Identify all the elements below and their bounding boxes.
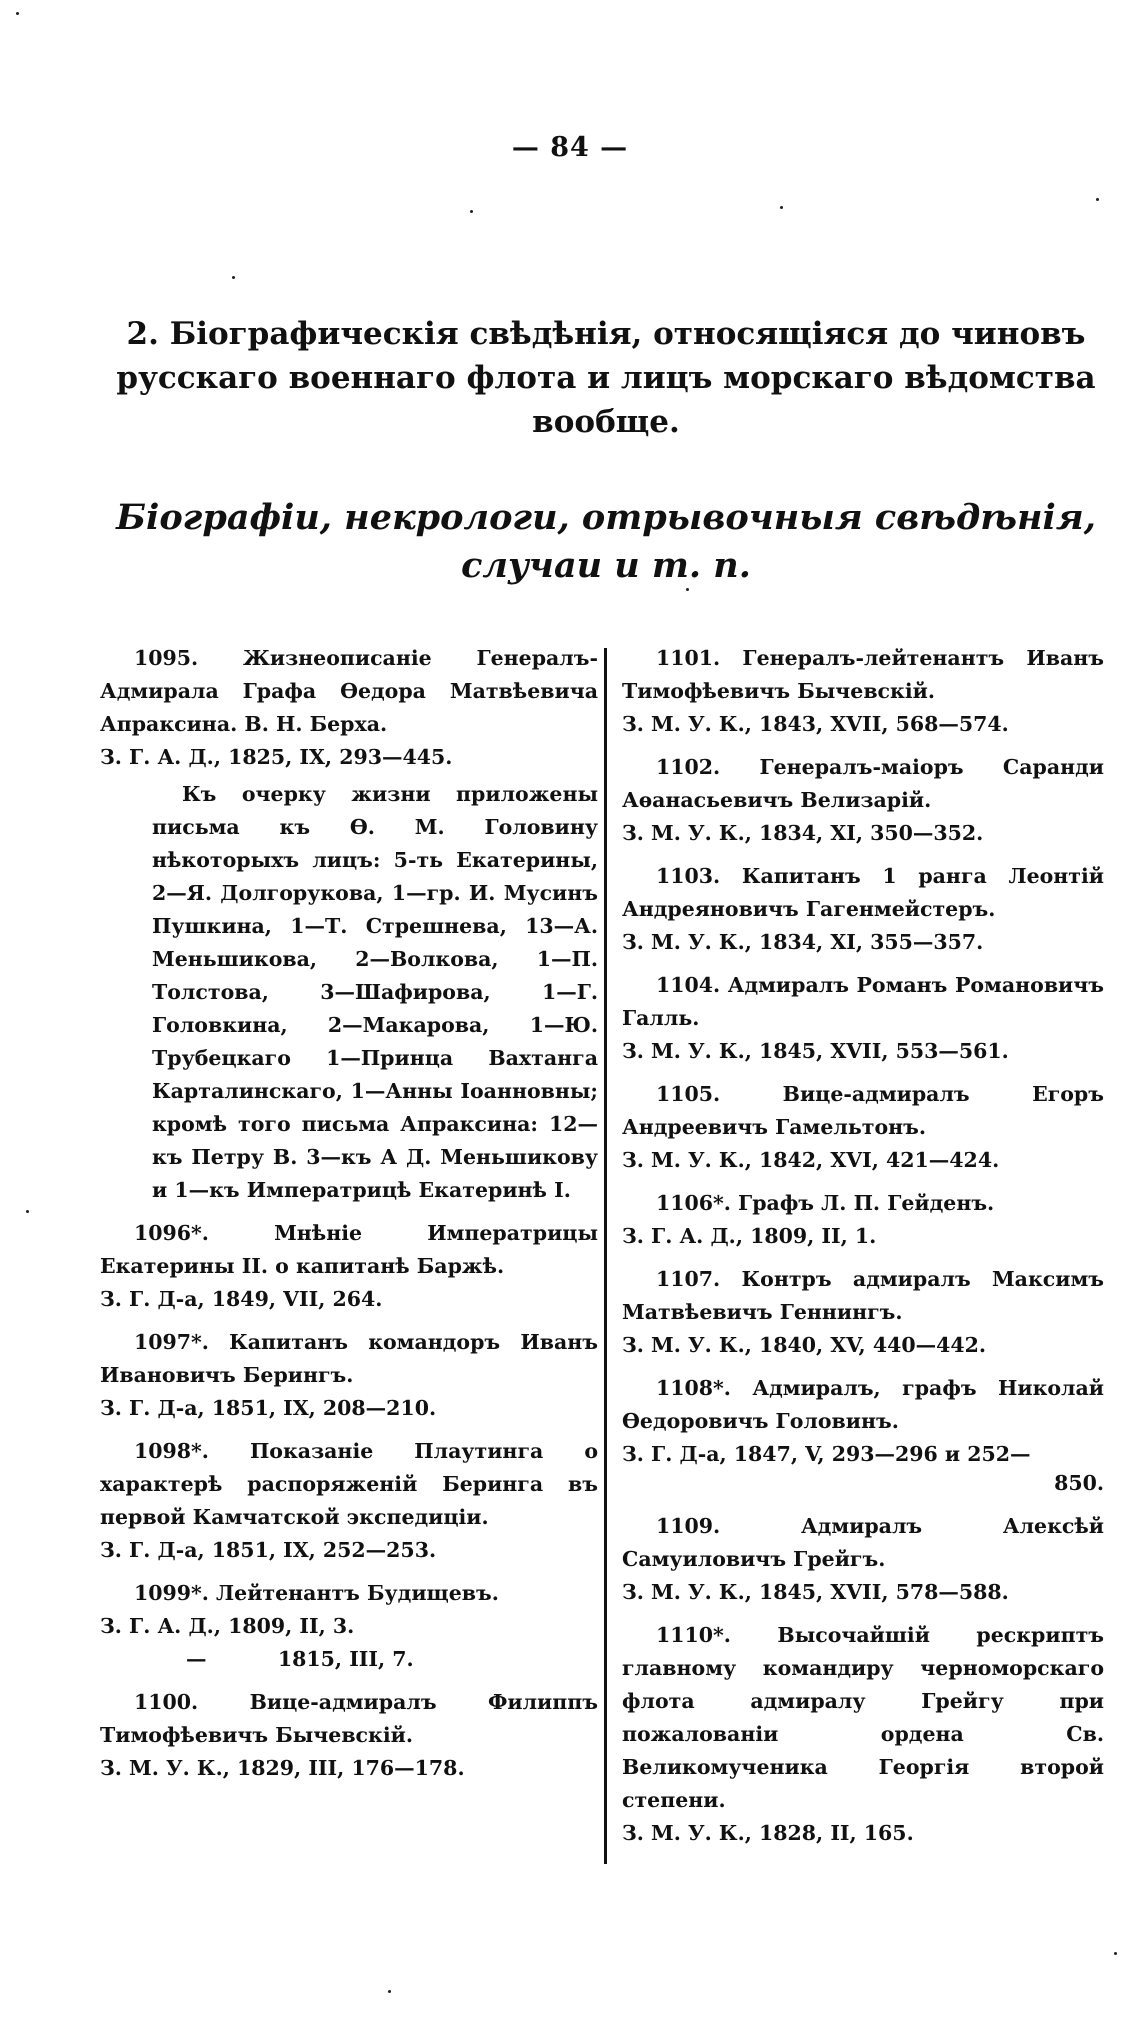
entry-1102 — [622, 751, 1104, 850]
entry-ref-continuation: 850. — [1054, 1471, 1104, 1495]
left-column — [100, 642, 598, 1795]
entry-1100 — [100, 1686, 598, 1785]
entry-ref: З. М. У. К., 1845, XVII, 578—588. — [622, 1580, 1009, 1604]
entry-1110 — [622, 1619, 1104, 1850]
scan-speck — [470, 210, 473, 213]
entry-title: 1100. Вице-адмиралъ Филиппъ Тимофѣевичъ Бычевскій. — [100, 1690, 598, 1747]
entry-title: 1106*. Графъ Л. П. Гейденъ. — [656, 1191, 995, 1215]
entry-ref: З. Г. Д-а, 1851, IX, 252—253. — [100, 1538, 437, 1562]
entry-title: 1101. Генералъ-лейтенантъ Иванъ Тимофѣевичъ Бычевскій. — [622, 646, 1104, 703]
entry-1095 — [100, 642, 598, 1207]
scan-speck — [388, 1990, 391, 1993]
entry-title: 1097*. Капитанъ командоръ Иванъ Ивановичъ Берингъ. — [100, 1330, 598, 1387]
page-number: — 84 — — [511, 132, 629, 163]
entry-title: 1110*. Высочайшій рескриптъ главному командиру черноморскаго флота адмиралу Грейгу при пожалованіи ордена Св. Великомученика Георгія второй степени. — [622, 1623, 1104, 1812]
entry-title: 1104. Адмиралъ Романъ Романовичъ Галль. — [622, 973, 1104, 1030]
entry-ref: З. Г. А. Д., 1809, II, 1. — [622, 1224, 877, 1248]
entry-ref: З. М. У. К., 1843, XVII, 568—574. — [622, 712, 1009, 736]
scan-speck — [26, 1210, 29, 1213]
scan-speck — [1096, 198, 1099, 201]
entry-title: 1102. Генералъ-маіоръ Саранди Аѳанасьевичъ Велизарій. — [622, 755, 1104, 812]
entry-title: 1105. Вице-адмиралъ Егоръ Андреевичъ Гамельтонъ. — [622, 1082, 1104, 1139]
entry-1098 — [100, 1435, 598, 1567]
entry-1103 — [622, 860, 1104, 959]
right-column — [622, 642, 1104, 1860]
entry-title: 1096*. Мнѣніе Императрицы Екатерины II. о капитанѣ Баржѣ. — [100, 1221, 598, 1278]
entry-1099 — [100, 1577, 598, 1676]
entry-title: 1098*. Показаніе Плаутинга о характерѣ распоряженій Беринга въ первой Камчатской экспедиціи. — [100, 1439, 598, 1529]
entry-ref: З. М. У. К., 1842, XVI, 421—424. — [622, 1148, 1000, 1172]
entry-1106 — [622, 1187, 1104, 1253]
entry-ref: З. Г. А. Д., 1825, IX, 293—445. — [100, 745, 453, 769]
scan-speck — [686, 588, 689, 591]
entry-ref: З. Г. Д-а, 1851, IX, 208—210. — [100, 1396, 437, 1420]
entry-1097 — [100, 1326, 598, 1425]
entry-ref-dash: — 1815, III, 7. — [186, 1647, 414, 1671]
entry-1107 — [622, 1263, 1104, 1362]
entry-title: 1108*. Адмиралъ, графъ Николай Ѳедоровичъ Головинъ. — [622, 1376, 1104, 1433]
scan-speck — [780, 206, 783, 209]
entry-title: 1103. Капитанъ 1 ранга Леонтій Андреяновичъ Гагенмейстеръ. — [622, 864, 1104, 921]
entry-1096 — [100, 1217, 598, 1316]
entry-title: 1099*. Лейтенантъ Будищевъ. — [134, 1581, 499, 1605]
column-divider — [604, 648, 607, 1864]
subheading: Біографіи, некрологи, отрывочныя свѣдѣнія, случаи и т. п. — [116, 497, 1096, 586]
section-heading: 2. Біографическія свѣдѣнія, относящіяся до чиновъ русскаго военнаго флота и лицъ морскаго вѣдомства вообще. — [116, 316, 1096, 440]
entry-note: Къ очерку жизни приложены письма къ Ѳ. М. Головину нѣкоторыхъ лицъ: 5-ть Екатерины, 2—Я. Долгорукова, 1—гр. И. Мусинъ Пушкина, 1—Т. Стрешнева, 13—А. Меньшикова, 2—Волкова, 1—П. Толстова, 3—Шафирова, 1—Г. Головкина, 2—Макарова, 1—Ю. Трубецкаго 1—Принца Вахтанга Карталинскаго, 1—Анны Іоанновны; кромѣ того письма Апраксина: 12—къ Петру В. 3—къ А Д. Меньшикову и 1—къ Императрицѣ Екатеринѣ I. — [152, 782, 598, 1202]
entry-1105 — [622, 1078, 1104, 1177]
scan-speck — [1114, 1952, 1117, 1955]
entry-ref: З. М. У. К., 1840, XV, 440—442. — [622, 1333, 987, 1357]
entry-ref: З. Г. А. Д., 1809, II, 3. — [100, 1614, 355, 1638]
entry-title: 1109. Адмиралъ Алексѣй Самуиловичъ Грейгъ. — [622, 1514, 1104, 1571]
entry-ref: З. М. У. К., 1829, III, 176—178. — [100, 1756, 465, 1780]
entry-1104 — [622, 969, 1104, 1068]
entry-1108 — [622, 1372, 1104, 1500]
entry-title: 1095. Жизнеописаніе Генералъ-Адмирала Графа Ѳедора Матвѣевича Апраксина. В. Н. Берха. — [100, 646, 598, 736]
entry-ref: З. М. У. К., 1834, XI, 355—357. — [622, 930, 984, 954]
entry-ref: З. Г. Д-а, 1849, VII, 264. — [100, 1287, 383, 1311]
entry-ref: З. М. У. К., 1828, II, 165. — [622, 1821, 914, 1845]
entry-1101 — [622, 642, 1104, 741]
scan-speck — [232, 276, 235, 279]
entry-ref: З. М. У. К., 1834, XI, 350—352. — [622, 821, 984, 845]
entry-1109 — [622, 1510, 1104, 1609]
entry-ref: З. Г. Д-а, 1847, V, 293—296 и 252— — [622, 1442, 1031, 1466]
entry-title: 1107. Контръ адмиралъ Максимъ Матвѣевичъ Геннингъ. — [622, 1267, 1104, 1324]
scan-speck — [16, 12, 19, 15]
entry-ref: З. М. У. К., 1845, XVII, 553—561. — [622, 1039, 1009, 1063]
